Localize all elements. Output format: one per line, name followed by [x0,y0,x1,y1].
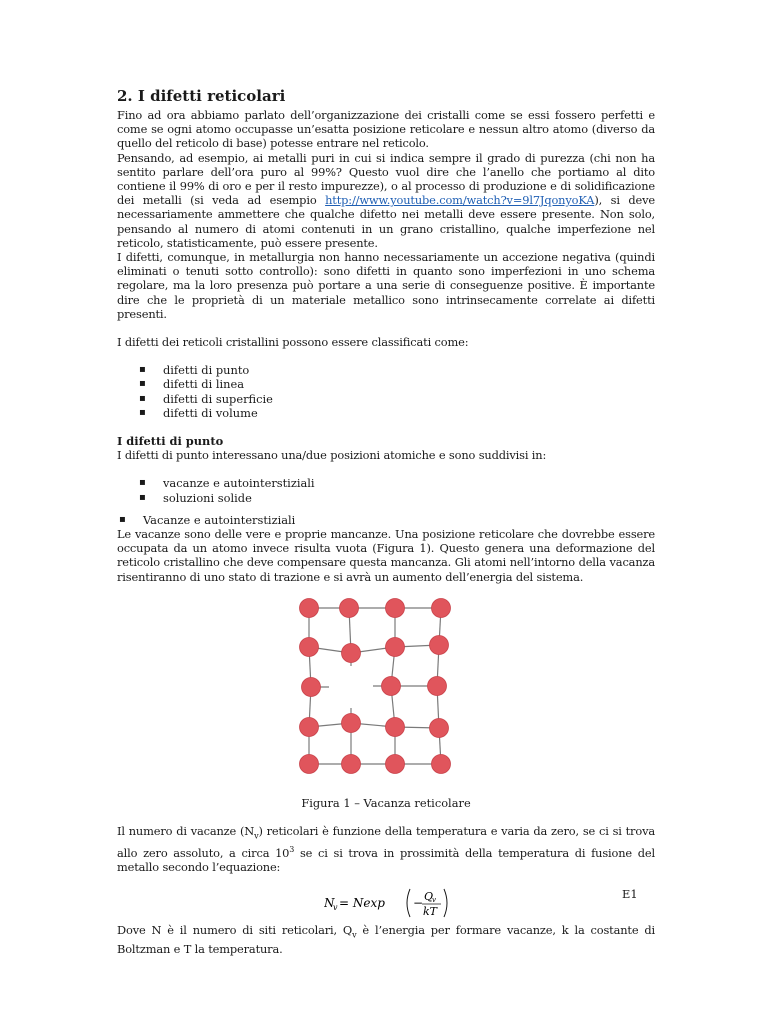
lattice-atom [302,677,321,696]
vacancy-lattice-diagram [295,594,475,774]
list-item: ▪ difetti di linea [139,377,655,391]
lattice-atom [300,717,319,736]
equation-label: E1 [622,886,638,901]
lattice-atom [300,598,319,617]
list-item: ▪ difetti di punto [139,363,655,377]
defect-types-list [117,363,655,420]
text-fragment: se ci si trova in prossimità della temperatura di fusione del metallo secondo l’equazione: [117,846,655,875]
lattice-atom [386,637,405,656]
subscript: v [352,929,357,939]
lattice-atom [342,713,361,732]
text-fragment: è l’energia per formare vacanze, k la costante di Boltzman e T la temperatura. [117,922,655,957]
text-fragment: Il numero di vacanze (N [117,823,255,838]
paragraph-purity-text-a: Pensando, ad esempio, ai metalli puri in cui si indica sempre il grado di purezza (chi non ha sentito parlare dell’ora puro al 99%? Questo vuol dire che l’anello che portiamo al dito contiene il 99% di oro e per il resto impurezze), o al processo di produzione e di solidificazione dei metalli (si veda ad esempio [117,150,655,208]
paragraph-purity [117,151,655,250]
figure-vacancy [117,594,655,794]
eq-lhs: N [324,895,335,910]
lattice-atom [300,754,319,773]
lattice-atom [430,635,449,654]
eq-denominator: kT [423,904,438,918]
list-item: ▪ soluzioni solide [139,491,655,505]
lattice-atom [386,754,405,773]
lattice-atom [386,717,405,736]
equation-row [117,881,655,923]
eq-minus: − [413,895,424,910]
paragraph-intro: Fino ad ora abbiamo parlato dell’organizzazione dei cristalli come se essi fossero perfetti e come se ogni atomo occupasse un’esatta posizione reticolare e nessun altro atomo (diverso da quello del reticolo di base) potesse entrare nel reticolo. [117,108,655,151]
document-page [117,86,655,956]
point-types-list [117,476,655,504]
list-item: ▪ difetti di superficie [139,392,655,406]
paragraph-metallurgy: I difetti, comunque, in metallurgia non hanno necessariamente un accezione negativa (quindi eliminati o tenuti sotto controllo): sono difetti in quanto sono imperfezioni in uno schema regolare, ma la loro presenza può portare a una serie di conseguenze positive. È importante dire che le proprietà di un materiale metallico sono intrinsecamente correlate ai difetti presenti. [117,250,655,321]
paragraph-vacancies: Le vacanze sono delle vere e proprie mancanze. Una posizione reticolare che dovrebbe essere occupata da un atomo invece risulta vuota (Figura 1). Questo genera una deformazione del reticolo cristallino che deve compensare questa mancanza. Gli atomi nell’intorno della vacanza risentiranno di uno stato di trazione e si avrà un aumento dell’energia del sistema. [117,527,655,584]
lattice-atom [340,598,359,617]
lattice-atom [432,754,451,773]
eq-numerator-sub: v [432,895,436,904]
eq-paren-right [444,889,447,917]
lattice-atom [432,598,451,617]
lattice-atom [300,637,319,656]
text-fragment: Dove N è il numero di siti reticolari, Q [117,922,353,937]
paragraph-purity-text-b: ), si deve necessariamente ammettere che qualche difetto nei metalli deve essere presente. Non solo, pensando al numero di atomi contenuti in un grano cristallino, qualche imperfezione nel reticolo, statisticamente, può essere presente. [117,193,655,250]
equation-e1 [324,883,454,923]
lattice-atom [428,676,447,695]
lattice-atom [382,676,401,695]
paragraph-vacancy-count [117,824,655,875]
paragraph-classification: I difetti dei reticoli cristallini possono essere classificati come: [117,335,469,350]
heading-point-defects: I difetti di punto [117,434,224,449]
lattice-atom [430,718,449,737]
superscript: 3 [289,845,295,855]
lattice-atom [342,643,361,662]
eq-numerator: Q [424,889,434,903]
text-fragment: ) reticolari è funzione della temperatura e varia da zero, se ci si trova allo zero assoluto, a circa 10 [117,823,655,861]
section-title: 2. I difetti reticolari [117,87,286,105]
subscript: v [254,831,259,841]
list-item: ▪ difetti di volume [139,406,655,420]
lattice-atom [386,598,405,617]
eq-mid: = Nexp [339,895,385,910]
list-item: ▪ vacanze e autointerstiziali [139,476,655,490]
paragraph-point-defects: I difetti di punto interessano una/due posizioni atomiche e sono suddivisi in: [117,448,547,463]
subheading-vacancies: ▪ Vacanze e autointerstiziali [117,513,655,527]
eq-paren-left [407,889,410,917]
paragraph-definitions [117,923,655,957]
youtube-link[interactable]: http://www.youtube.com/watch?v=9l7JqonyoKA [325,193,595,208]
lattice-atom [342,754,361,773]
eq-lhs-sub: v [333,902,338,912]
figure-caption: Figura 1 – Vacanza reticolare [301,795,471,810]
